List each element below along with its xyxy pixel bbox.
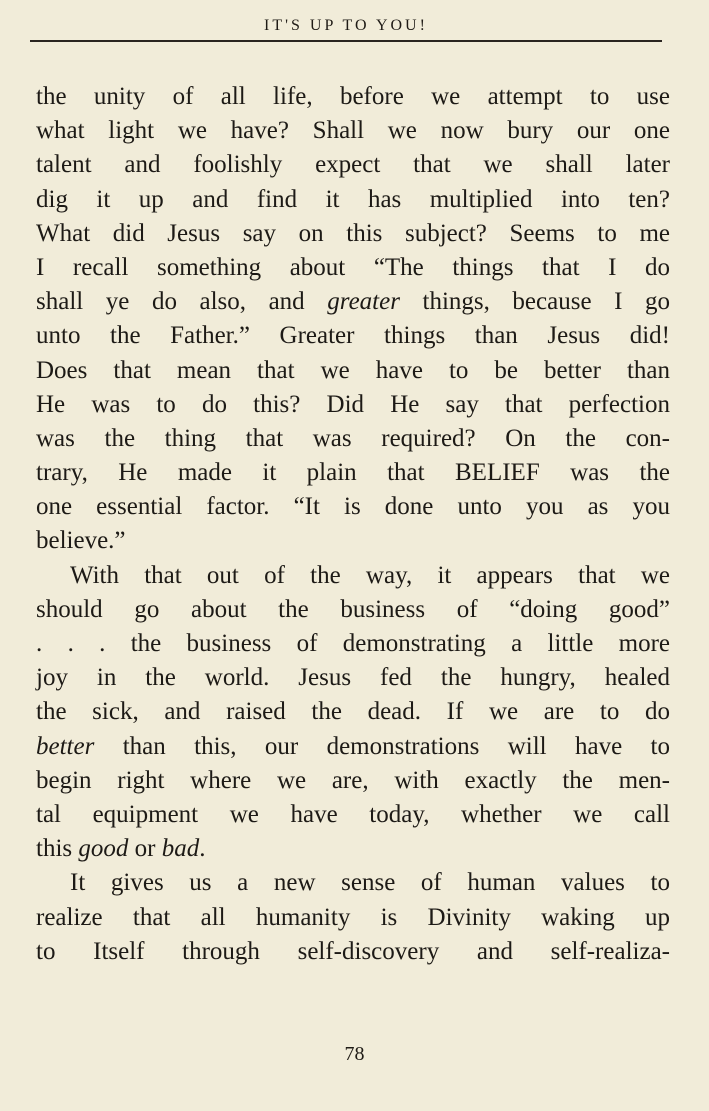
text-line (36, 285, 670, 319)
text-line: unto the Father.” Greater things than Jesus did! (36, 322, 670, 350)
text-line: the unity of all life, before we attempt to use (36, 83, 670, 110)
text-line: trary, He made it plain that BELIEF was the (36, 459, 670, 487)
text-run: or (128, 835, 162, 863)
text-line: one essential factor. “It is done unto you as you (36, 493, 670, 521)
text-line: He was to do this? Did He say that perfection (36, 390, 670, 418)
text-line: what light we have? Shall we now bury our one (36, 117, 670, 145)
paragraph-first-line: It gives us a new sense of human values to (70, 869, 670, 897)
body-text (36, 80, 670, 969)
text-line (36, 832, 670, 866)
text-line: begin right where we are, with exactly the men- (36, 766, 670, 794)
running-head: IT'S UP TO YOU! (264, 17, 428, 34)
text-line: the sick, and raised the dead. If we are to do (36, 698, 670, 726)
text-run: shall ye do also, and (36, 288, 328, 316)
paragraph-first-line: With that out of the way, it appears that we (70, 561, 670, 589)
text-line: dig it up and find it has multiplied into ten? (36, 185, 670, 213)
text-line: Does that mean that we have to be better than (36, 356, 670, 384)
text-run: . (199, 835, 206, 863)
text-run: things, because I go (399, 288, 671, 316)
text-run: than this, our demonstrations will have to (94, 732, 670, 760)
text-run: this (36, 835, 79, 863)
italic-word: greater (327, 288, 400, 316)
text-line: talent and foolishly expect that we shall later (36, 151, 670, 179)
header-rule (30, 40, 662, 42)
text-line: . . . the business of demonstrating a little more (36, 630, 670, 657)
text-line (36, 730, 670, 764)
text-line: I recall something about “The things that I do (36, 253, 670, 281)
text-line: to Itself through self-discovery and self-realiza- (36, 937, 670, 965)
text-line: What did Jesus say on this subject? Seems to me (36, 219, 670, 247)
page-number: 78 (344, 1043, 365, 1065)
italic-word: bad (161, 835, 200, 863)
italic-word: good (78, 835, 129, 863)
text-line: should go about the business of “doing good” (36, 595, 670, 623)
text-line: joy in the world. Jesus fed the hungry, healed (36, 664, 670, 692)
text-line: believe.” (36, 527, 126, 555)
italic-word: better (36, 732, 95, 760)
text-line: was the thing that was required? On the con- (36, 424, 670, 452)
text-line: realize that all humanity is Divinity waking up (36, 903, 670, 931)
text-line: tal equipment we have today, whether we call (36, 800, 670, 828)
